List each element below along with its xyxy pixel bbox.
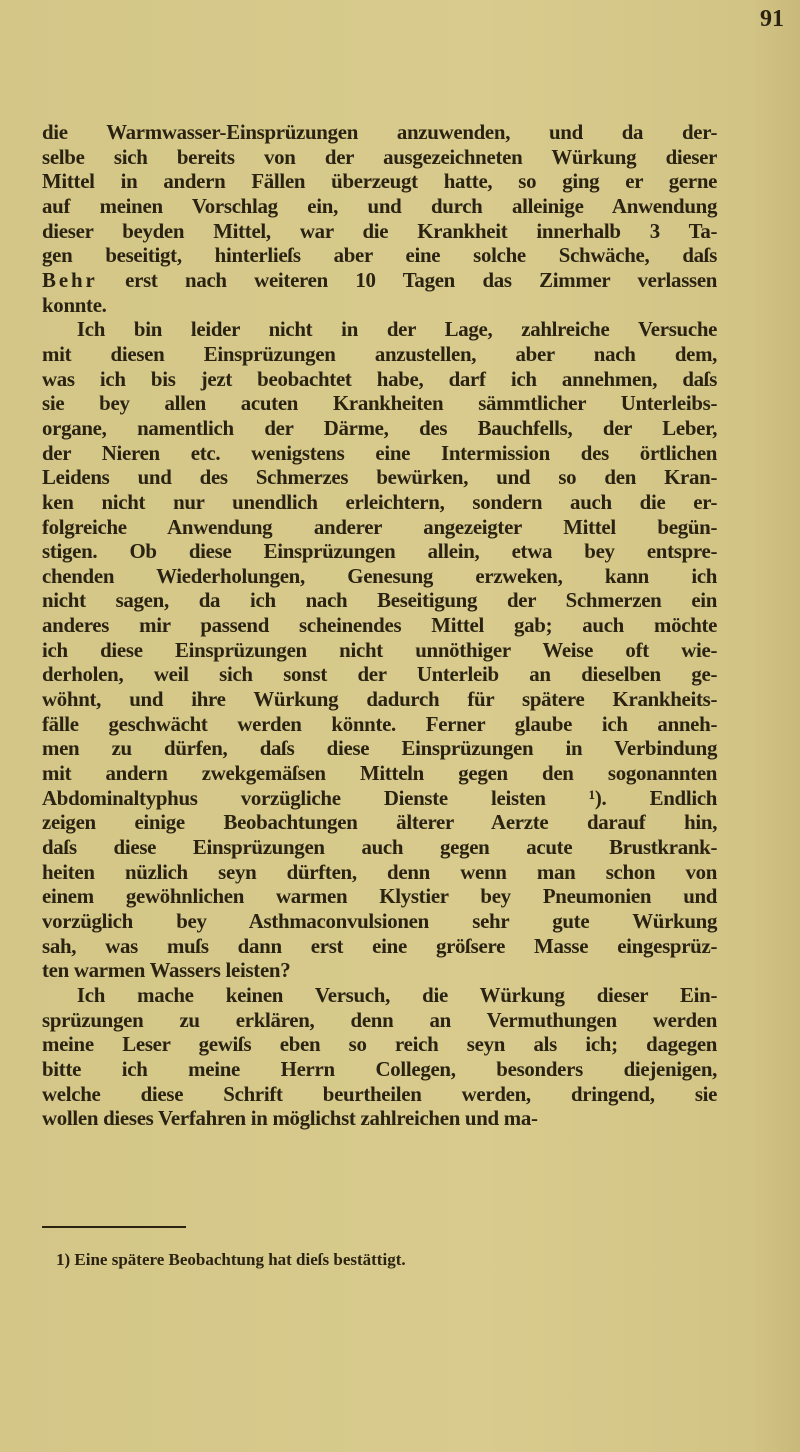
text-line: Leidens und des Schmerzes bewürken, und so den Kran-: [42, 465, 718, 490]
text-line: welche diese Schrift beurtheilen werden, dringend, sie: [42, 1081, 718, 1106]
text-line: sprüzungen zu erklären, denn an Vermuthungen werden: [42, 1007, 718, 1032]
text-line: derholen, weil sich sonst der Unterleib an dieselben ge-: [42, 662, 718, 687]
text-line: Mittel in andern Fällen überzeugt hatte, so ging er gerne: [42, 169, 718, 194]
text-line: zeigen einige Beobachtungen älterer Aerzte darauf hin,: [42, 810, 718, 835]
text-line: nicht sagen, da ich nach Beseitigung der Schmerzen ein: [42, 588, 718, 613]
text-line: sah, was muſs dann erst eine gröſsere Masse eingesprüz-: [42, 933, 718, 958]
text-line: mit diesen Einsprüzungen anzustellen, aber nach dem,: [42, 341, 718, 366]
text-line: konnte.: [42, 292, 107, 317]
text-line: organe, namentlich der Därme, des Bauchfells, der Leber,: [42, 415, 718, 440]
text-line: gen beseitigt, hinterlieſs aber eine solche Schwäche, daſs: [42, 243, 718, 268]
footnote-divider: [42, 1226, 186, 1228]
text-line: einem gewöhnlichen warmen Klystier bey Pneumonien und: [42, 884, 718, 909]
page-number: 91: [760, 6, 784, 32]
text-line: Ich mache keinen Versuch, die Würkung dieser Ein-: [76, 982, 718, 1007]
paragraph: [42, 983, 738, 1131]
text-line: daſs diese Einsprüzungen auch gegen acute Brustkrank-: [42, 835, 718, 860]
text-line: meine Leser gewiſs eben so reich seyn als ich; dagegen: [42, 1032, 718, 1057]
text-line: sie bey allen acuten Krankheiten sämmtlicher Unterleibs-: [42, 391, 718, 416]
paragraph: [42, 120, 738, 317]
text-line: wollen dieses Verfahren in möglichst zahlreichen und ma-: [42, 1106, 538, 1131]
text-line: Behr erst nach weiteren 10 Tagen das Zimmer verlassen: [42, 267, 718, 292]
text-line: was ich bis jezt beobachtet habe, darf ich annehmen, daſs: [42, 366, 718, 391]
text-line: stigen. Ob diese Einsprüzungen allein, etwa bey entspre-: [42, 539, 718, 564]
text-line: chenden Wiederholungen, Genesung erzweken, kann ich: [42, 563, 718, 588]
text-line: fälle geschwächt werden könnte. Ferner glaube ich anneh-: [42, 711, 718, 736]
text-line: men zu dürfen, daſs diese Einsprüzungen in Verbindung: [42, 736, 718, 761]
text-line: wöhnt, und ihre Würkung dadurch für spätere Krankheits-: [42, 687, 718, 712]
text-line: Ich bin leider nicht in der Lage, zahlreiche Versuche: [76, 317, 718, 342]
text-line: dieser beyden Mittel, war die Krankheit innerhalb 3 Ta-: [42, 218, 718, 243]
text-line: folgreiche Anwendung anderer angezeigter Mittel begün-: [42, 514, 718, 539]
text-line: ten warmen Wassers leisten?: [42, 958, 291, 983]
body-text: [42, 120, 738, 1131]
text-line: vorzüglich bey Asthmaconvulsionen sehr gute Würkung: [42, 909, 718, 933]
text-line: bitte ich meine Herrn Collegen, besonders diejenigen,: [42, 1056, 718, 1081]
text-line: anderes mir passend scheinendes Mittel gab; auch möchte: [42, 613, 718, 638]
text-line: heiten nüzlich seyn dürften, denn wenn man schon von: [42, 859, 718, 884]
text-line: selbe sich bereits von der ausgezeichneten Würkung dieser: [42, 144, 718, 169]
footnote: 1) Eine spätere Beobachtung hat dieſs bestättigt.: [56, 1250, 406, 1269]
text-line: mit andern zwekgemäſsen Mitteln gegen den sogonannten: [42, 761, 718, 786]
text-line: ich diese Einsprüzungen nicht unnöthiger Weise oft wie-: [42, 637, 718, 662]
text-line: der Nieren etc. wenigstens eine Intermission des örtlichen: [42, 440, 718, 465]
text-line: Abdominaltyphus vorzügliche Dienste leisten ¹). Endlich: [42, 785, 718, 810]
paragraph: [42, 317, 738, 983]
text-line: die Warmwasser-Einsprüzungen anzuwenden, und da der-: [42, 120, 718, 144]
text-line: auf meinen Vorschlag ein, und durch alleinige Anwendung: [42, 193, 718, 218]
emphasized-name: Behr: [42, 267, 98, 292]
text-line: ken nicht nur unendlich erleichtern, sondern auch die er-: [42, 489, 718, 514]
